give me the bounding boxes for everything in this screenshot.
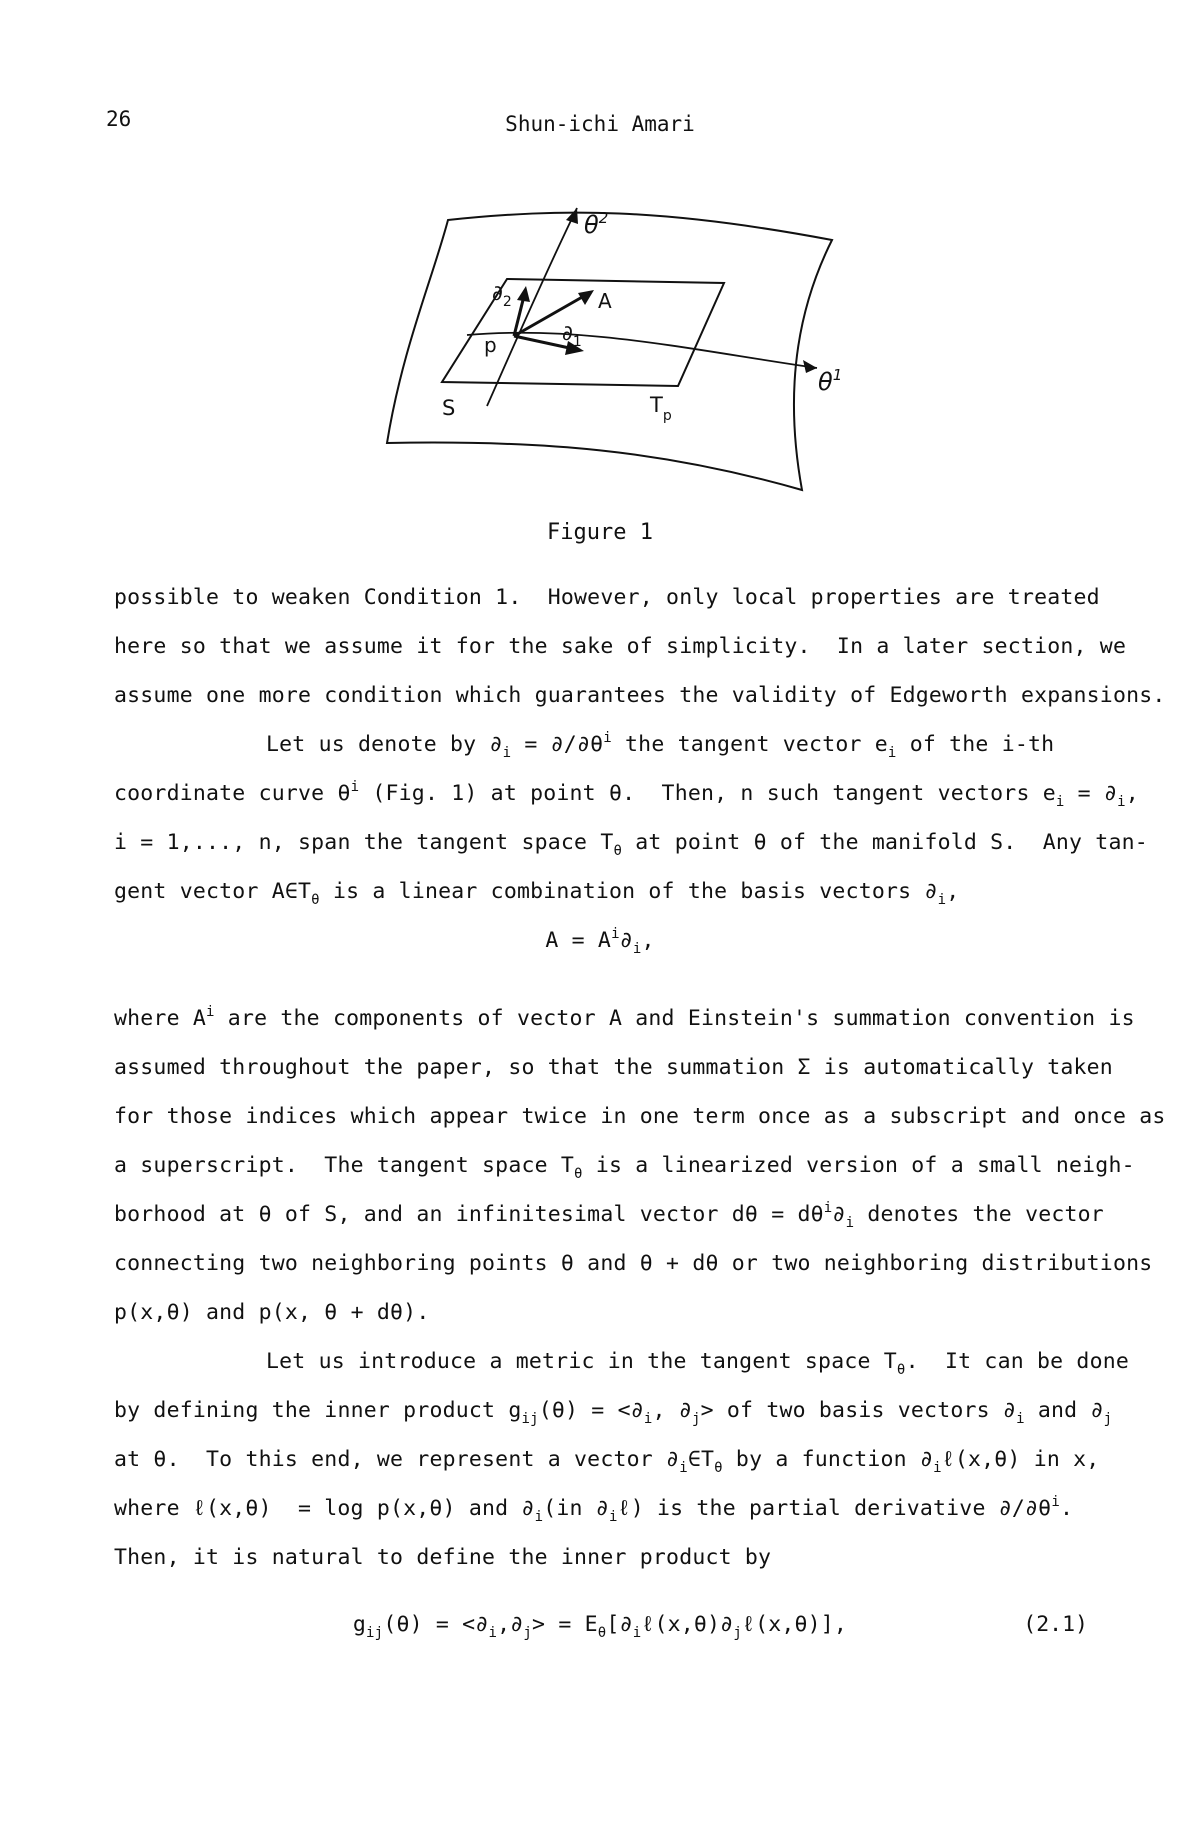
body-line-3: assume one more condition which guarantees the validity of Edgeworth expansions. (114, 683, 1166, 708)
body-line-19: Then, it is natural to define the inner product by (114, 1545, 772, 1570)
label-d2: $\partial_2$ (492, 281, 512, 310)
running-head: Shun-ichi Amari (505, 112, 695, 136)
body-line-17: at θ. To this end, we represent a vector $\partial_i\in T_\theta$ by a function $\partial_i\ell(x,\theta)$ in x, (114, 1447, 1100, 1476)
label-S: S (442, 396, 456, 420)
body-line-7: gent vector $A\in T_\theta$ is a linear combination of the basis vectors $\partial_i$, (114, 879, 960, 908)
equation-A: $A = A^i\partial_i$, (545, 926, 655, 957)
label-p: p (484, 333, 497, 357)
equation-number: (2.1) (1023, 1612, 1088, 1637)
manifold-diagram (362, 200, 882, 520)
body-line-9: assumed throughout the paper, so that the summation Σ is automatically taken (114, 1055, 1113, 1080)
label-theta2: $\theta^2$ (584, 209, 609, 239)
equation-2-1: $g_{ij}(\theta) = <\partial_i,\partial_j>$ = $E_\theta[\partial_i\ell(x,\theta)\partial_j\ell(x,\theta)]$, (352, 1612, 848, 1641)
manifold-surface (387, 213, 832, 490)
body-line-5: coordinate curve $\theta^i$ (Fig. 1) at point θ. Then, n such tangent vectors $e_i = \partial_i$, (114, 779, 1139, 810)
figure-caption: Figure 1 (547, 520, 653, 545)
label-d1: $\partial_1$ (562, 321, 582, 350)
body-line-15: Let us introduce a metric in the tangent space $T_\theta$. It can be done (266, 1349, 1130, 1378)
body-line-14: p(x,θ) and p(x, θ + dθ). (114, 1300, 430, 1325)
body-line-2: here so that we assume it for the sake of simplicity. In a later section, we (114, 634, 1127, 659)
body-line-8: where $A^i$ are the components of vector A and Einstein's summation convention is (114, 1004, 1135, 1031)
body-line-11: a superscript. The tangent space $T_\theta$ is a linearized version of a small neigh- (114, 1153, 1135, 1182)
vector-A (514, 296, 584, 336)
page-number: 26 (106, 107, 132, 131)
body-line-6: i = 1,..., n, span the tangent space $T_\theta$ at point θ of the manifold S. Any tan- (114, 830, 1148, 859)
body-line-4: Let us denote by $\partial_i = \partial/\partial\theta^i$ the tangent vector $e_i$ of the i-th (266, 730, 1055, 761)
body-line-18: where ℓ(x,θ) = log p(x,θ) and $\partial_i(in$ $\partial_i\ell$) is the partial derivative $\partial/\partial\theta^i$. (114, 1494, 1074, 1525)
figure-1 (362, 200, 882, 520)
body-line-12: borhood at θ of S, and an infinitesimal vector $d\theta = d\theta^i\partial_i$ denotes the vector (114, 1200, 1104, 1231)
label-theta1: $\theta^1$ (818, 366, 843, 396)
body-line-1: possible to weaken Condition 1. However, only local properties are treated (114, 585, 1100, 610)
body-line-10: for those indices which appear twice in one term once as a subscript and once as (114, 1104, 1166, 1129)
label-A: A (598, 289, 612, 313)
body-line-13: connecting two neighboring points θ and θ + dθ or two neighboring distributions (114, 1251, 1153, 1276)
body-line-16: by defining the inner product $g_{ij}(\theta) = <\partial_i$, $\partial_j>$ of two basis vectors $\partial_i$ and $\partial_j$ (114, 1398, 1113, 1427)
label-Tp: $T_p$ (650, 393, 672, 424)
